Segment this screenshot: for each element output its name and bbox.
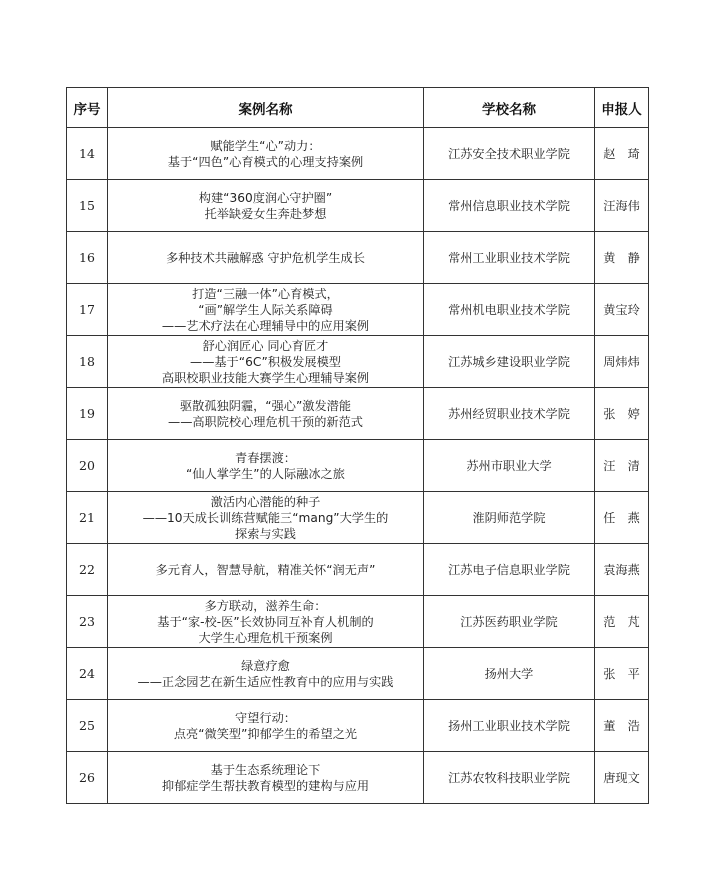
- table-row: [67, 596, 649, 648]
- case-name-line: 大学生心理危机干预案例: [198, 630, 333, 645]
- case-name-line: 守望行动：: [235, 710, 296, 725]
- case-name-line: 托举缺爱女生奔赴梦想: [204, 206, 327, 221]
- case-name-cell: [108, 544, 424, 596]
- case-name-line: 打造“三融一体”心育模式，: [192, 286, 339, 301]
- case-name-cell: [108, 284, 424, 336]
- serial-number-cell: 18: [67, 336, 108, 388]
- serial-number-cell: 19: [67, 388, 108, 440]
- school-name-cell: 淮阴师范学院: [424, 492, 595, 544]
- table-row: [67, 440, 649, 492]
- table-row: [67, 232, 649, 284]
- case-name-line: 舒心润匠心 同心育匠才: [202, 338, 329, 353]
- applicant-cell: 张 婷: [595, 388, 649, 440]
- case-name-cell: [108, 492, 424, 544]
- case-name-line: ——艺术疗法在心理辅导中的应用案例: [161, 318, 370, 333]
- header-serial-number: 序号: [67, 88, 108, 128]
- case-name-line: ——高职院校心理危机干预的新范式: [168, 414, 363, 429]
- serial-number-cell: 24: [67, 648, 108, 700]
- case-name-line: 多方联动，滋养生命：: [204, 598, 327, 613]
- case-name-cell: [108, 596, 424, 648]
- case-table: [66, 87, 649, 804]
- serial-number-cell: 25: [67, 700, 108, 752]
- applicant-cell: 袁海燕: [595, 544, 649, 596]
- case-name-line: 点亮“微笑型”抑郁学生的希望之光: [173, 726, 358, 741]
- serial-number-cell: 14: [67, 128, 108, 180]
- case-name-line: 抑郁症学生帮扶教育模型的建构与应用: [161, 778, 370, 793]
- applicant-cell: 范 芃: [595, 596, 649, 648]
- case-name-cell: [108, 128, 424, 180]
- case-name-line: “仙人掌学生”的人际融冰之旅: [186, 466, 345, 481]
- case-name-line: ——正念园艺在新生适应性教育中的应用与实践: [137, 674, 394, 689]
- applicant-cell: 董 浩: [595, 700, 649, 752]
- school-name-cell: 江苏安全技术职业学院: [424, 128, 595, 180]
- case-name-line: 驱散孤独阴霾，“强心”激发潜能: [179, 398, 352, 413]
- case-name-cell: [108, 648, 424, 700]
- case-name-cell: [108, 440, 424, 492]
- case-name-line: 高职校职业技能大赛学生心理辅导案例: [161, 370, 370, 385]
- applicant-cell: 周炜炜: [595, 336, 649, 388]
- table-row: [67, 388, 649, 440]
- table-row: [67, 180, 649, 232]
- case-name-line: ——基于“6C”积极发展模型: [190, 354, 341, 369]
- case-name-line: 绿意疗愈: [241, 658, 290, 673]
- case-name-cell: [108, 232, 424, 284]
- case-name-line: 基于“四色”心育模式的心理支持案例: [167, 154, 364, 169]
- table-header: [67, 88, 649, 128]
- school-name-cell: 扬州大学: [424, 648, 595, 700]
- serial-number-cell: 17: [67, 284, 108, 336]
- serial-number-cell: 15: [67, 180, 108, 232]
- school-name-cell: 江苏医药职业学院: [424, 596, 595, 648]
- case-name-line: 多元育人，智慧导航，精准关怀“润无声”: [155, 562, 376, 577]
- table-row: [67, 336, 649, 388]
- case-name-line: 激活内心潜能的种子: [210, 494, 321, 509]
- school-name-cell: 苏州经贸职业技术学院: [424, 388, 595, 440]
- case-name-line: ——10天成长训练营赋能三“mang”大学生的: [142, 510, 389, 525]
- case-name-line: 基于“家-校-医”长效协同互补育人机制的: [157, 614, 374, 629]
- serial-number-cell: 26: [67, 752, 108, 804]
- table-row: [67, 752, 649, 804]
- school-name-cell: 江苏农牧科技职业学院: [424, 752, 595, 804]
- table-row: [67, 284, 649, 336]
- case-name-line: 青春摆渡：: [235, 450, 296, 465]
- table-row: [67, 544, 649, 596]
- applicant-cell: 黄宝玲: [595, 284, 649, 336]
- document-page: [66, 87, 648, 804]
- applicant-cell: 唐现文: [595, 752, 649, 804]
- table-row: [67, 128, 649, 180]
- table-row: [67, 700, 649, 752]
- case-name-cell: [108, 700, 424, 752]
- case-name-line: 构建“360度润心守护圈”: [198, 190, 333, 205]
- table-row: [67, 648, 649, 700]
- serial-number-cell: 22: [67, 544, 108, 596]
- case-name-line: “画”解学生人际关系障碍: [198, 302, 333, 317]
- school-name-cell: 常州机电职业技术学院: [424, 284, 595, 336]
- applicant-cell: 汪 清: [595, 440, 649, 492]
- header-applicant: 申报人: [595, 88, 649, 128]
- serial-number-cell: 16: [67, 232, 108, 284]
- applicant-cell: 黄 静: [595, 232, 649, 284]
- school-name-cell: 常州信息职业技术学院: [424, 180, 595, 232]
- serial-number-cell: 20: [67, 440, 108, 492]
- school-name-cell: 常州工业职业技术学院: [424, 232, 595, 284]
- case-name-cell: [108, 752, 424, 804]
- table-body: [67, 128, 649, 804]
- applicant-cell: 任 燕: [595, 492, 649, 544]
- applicant-cell: 赵 琦: [595, 128, 649, 180]
- school-name-cell: 苏州市职业大学: [424, 440, 595, 492]
- header-case-name: 案例名称: [108, 88, 424, 128]
- school-name-cell: 江苏城乡建设职业学院: [424, 336, 595, 388]
- case-name-cell: [108, 388, 424, 440]
- applicant-cell: 汪海伟: [595, 180, 649, 232]
- case-name-cell: [108, 336, 424, 388]
- table-row: [67, 492, 649, 544]
- serial-number-cell: 23: [67, 596, 108, 648]
- header-row: [67, 88, 649, 128]
- header-school-name: 学校名称: [424, 88, 595, 128]
- school-name-cell: 扬州工业职业技术学院: [424, 700, 595, 752]
- case-name-line: 多种技术共融解惑 守护危机学生成长: [166, 250, 365, 265]
- case-name-line: 赋能学生“心”动力：: [210, 138, 321, 153]
- school-name-cell: 江苏电子信息职业学院: [424, 544, 595, 596]
- applicant-cell: 张 平: [595, 648, 649, 700]
- serial-number-cell: 21: [67, 492, 108, 544]
- case-name-line: 探索与实践: [235, 526, 296, 541]
- case-name-line: 基于生态系统理论下: [210, 762, 321, 777]
- case-name-cell: [108, 180, 424, 232]
